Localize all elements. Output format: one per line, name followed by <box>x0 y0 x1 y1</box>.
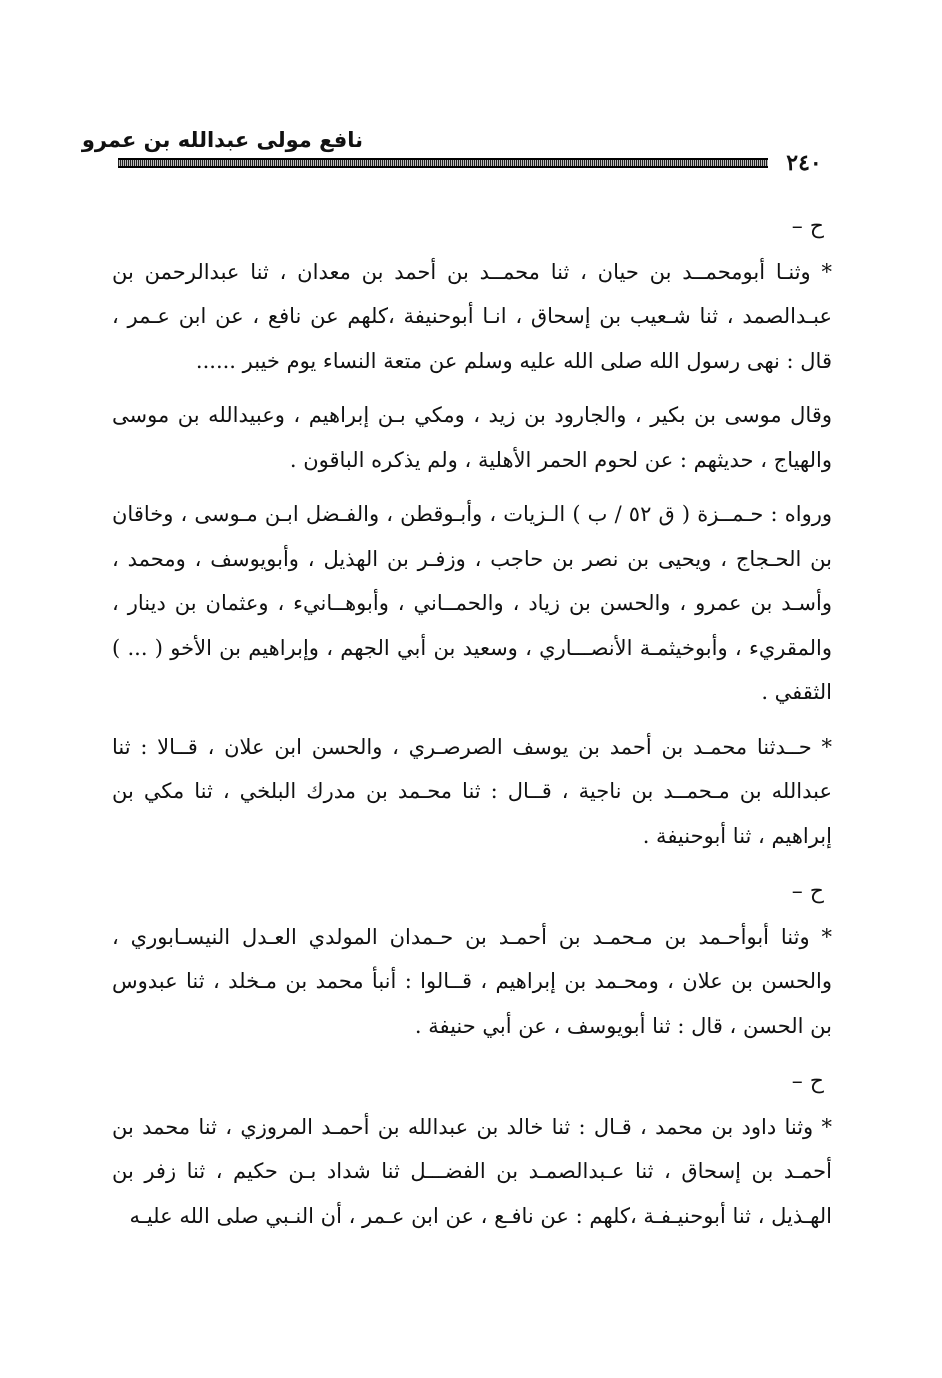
paragraph: * وثنا داود بن محمد ، قـال : ثنا خالد بن عبدالله بن أحمـد المروزي ، ثنا محمد بن أحمـد بن إسحاق ، ثنا عـبدالصمـد بن الفضـــل ثنا شداد بـن حكيم ، ثنا زفر بن الهـذيل ، ثنا أبوحنيـفـة ،كلهم : عن نافـع ، عن ابن عـمر ، أن النـبي صلى الله عليـه <box>112 1114 832 1228</box>
hadith-chain-marker: ح – <box>791 214 824 239</box>
page-number: ٢٤٠ <box>786 150 822 176</box>
paragraph: * حــدثنا محمـد بن أحمد بن يوسف الصرصـري ، والحسن ابن علان ، قــالا : ثنا عبدالله بن مـحمــد بن ناجية ، قــال : ثنا محـمد بن مدرك البلخي ، ثنا مكي بن إبراهيم ، ثنا أبوحنيفة . <box>112 734 832 848</box>
header-rule <box>118 158 768 168</box>
running-title: نافع مولى عبدالله بن عمرو <box>81 128 363 152</box>
paragraph: * وثنا أبوأحـمد بن مـحمـد بن أحمـد بن حـمدان المولدي العـدل النيسـابوري ، والحسن بن علان ، ومحـمد بن إبراهيم ، قــالوا : أنبأ محمد بن مـخلد ، ثنا عبدوس بن الحسن ، قال : ثنا أبويوسف ، عن أبي حنيفة . <box>112 924 832 1038</box>
paragraph: * وثنـا أبومحمــد بن حيان ، ثنا محمــد بن أحمد بن معدان ، ثنا عبدالرحمن بن عبـدالصمد ، ثنا شـعيب بن إسحاق ، انـا أبوحنيفة ،كلهم عن نافع ، عن ابن عـمر ، قال : نهى رسول الله صلى الله عليه وسلم عن متعة النساء يوم خيبر ...... <box>112 259 832 373</box>
page-header <box>81 128 838 188</box>
hadith-chain-marker: ح – <box>791 1069 824 1094</box>
hadith-chain-marker: ح – <box>791 879 824 904</box>
page-body <box>112 205 832 1238</box>
paragraph: وقال موسى بن بكير ، والجارود بن زيد ، ومكي بـن إبراهيم ، وعبيدالله بن موسى والهياج ، حديثهم : عن لحوم الحمر الأهلية ، ولم يذكره الباقون . <box>112 403 832 472</box>
paragraph: ورواه : حـمــزة ( ق ٥٢ / ب ) الـزيات ، وأبـوقطن ، والفـضل ابـن مـوسى ، وخاقان بن الحـجاج ، ويحيى بن نصر بن حاجب ، وزفـر بن الهذيل ، وأبويوسف ، ومحمد ، وأسـد بن عمرو ، والحسن بن زياد ، والحمــاني ، وأبوهــانيء ، وعثمان بن دينار ، والمقريء ، وأبوخيثمـة الأنصـــاري ، وسعيد بن أبي الجهم ، وإبراهيم بن الأخو ( ... ) الثقفي . <box>112 502 832 704</box>
